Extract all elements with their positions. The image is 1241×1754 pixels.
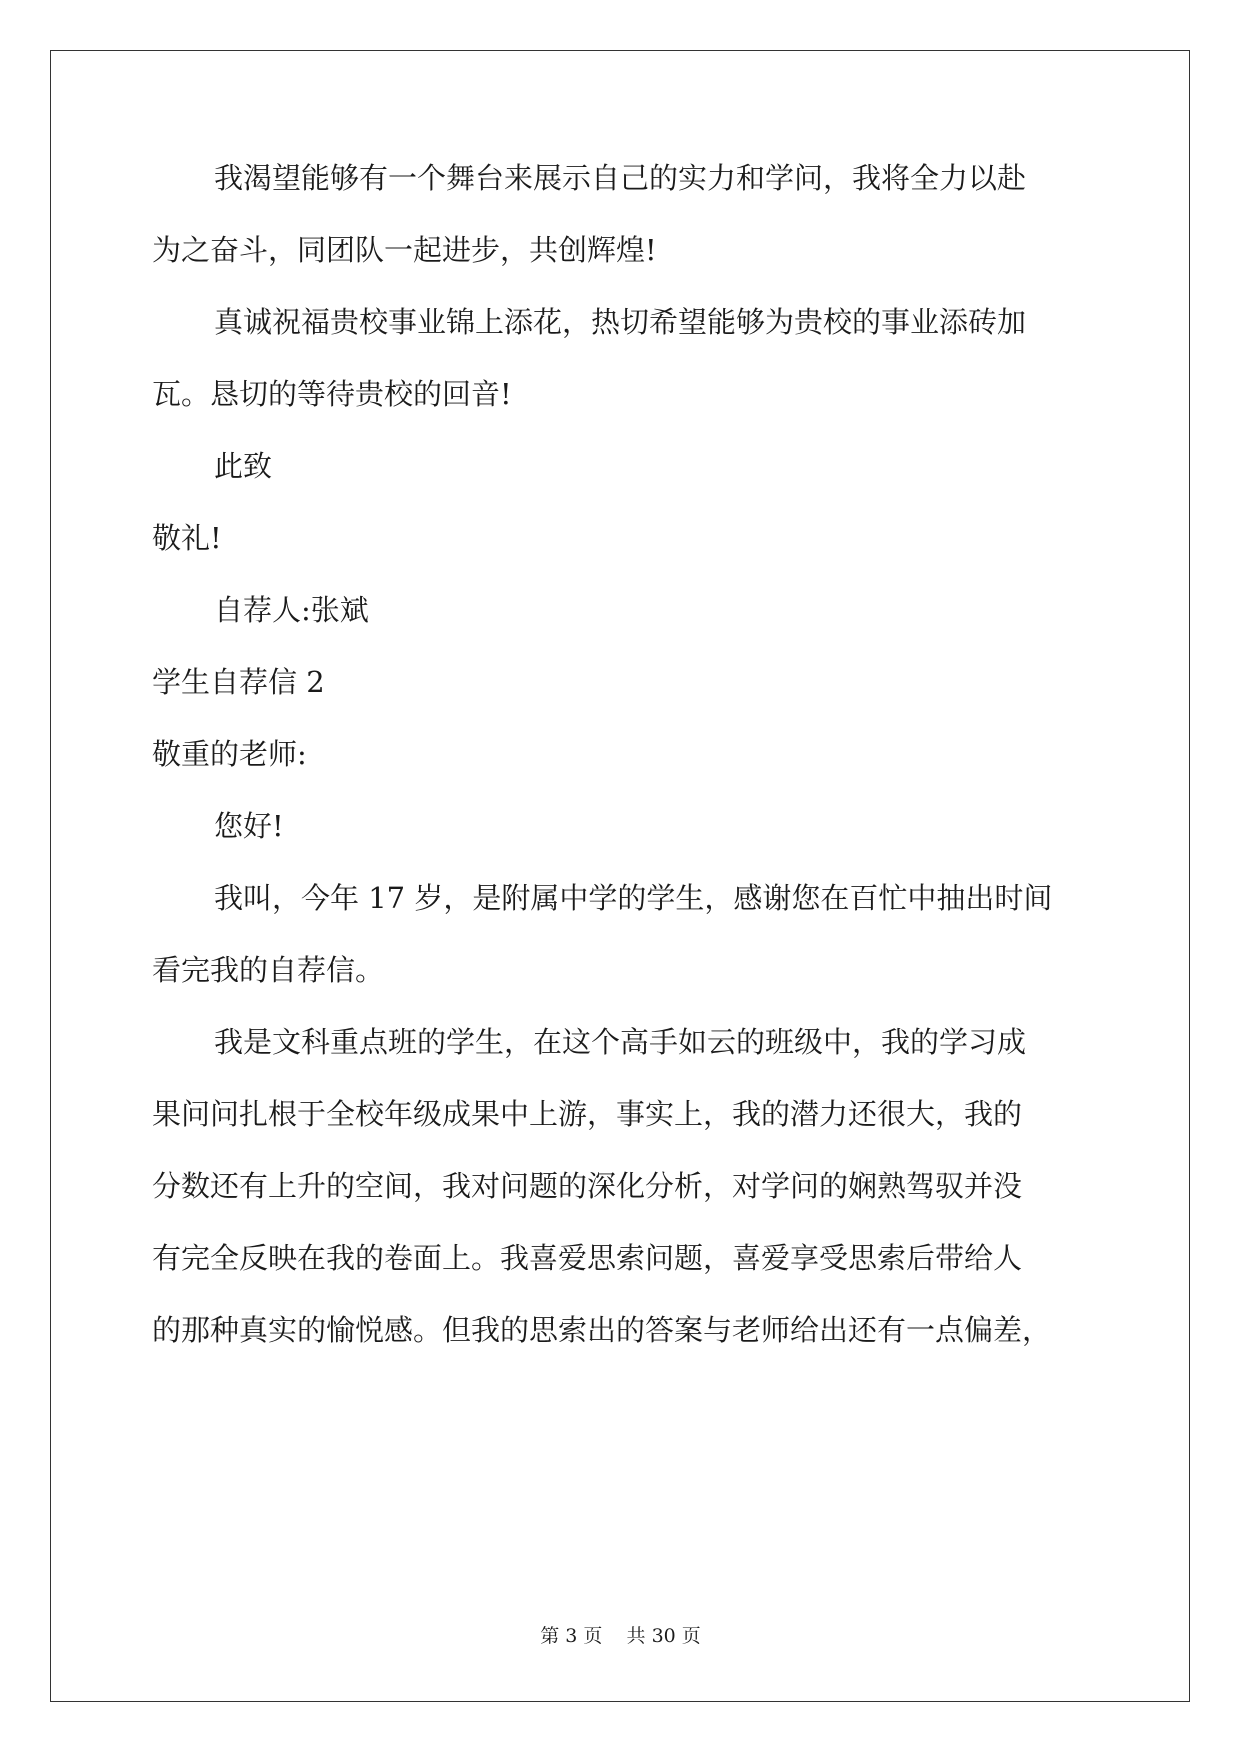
paragraph-line: 看完我的自荐信。	[152, 953, 385, 987]
salutation-line: 敬礼!	[152, 521, 222, 555]
page-number-footer: 第 3 页 共 30 页	[540, 1625, 701, 1647]
greeting-line: 敬重的老师:	[152, 737, 307, 771]
paragraph-line: 分数还有上升的空间，我对问题的深化分析，对学问的娴熟驾驭并没	[152, 1169, 1023, 1203]
closing-line: 此致	[214, 449, 273, 483]
page-border	[50, 50, 1190, 1702]
paragraph-line: 为之奋斗，同团队一起进步，共创辉煌!	[152, 233, 657, 267]
paragraph-line: 我渴望能够有一个舞台来展示自己的实力和学问，我将全力以赴	[214, 161, 1027, 195]
paragraph-line: 我叫，今年 17 岁，是附属中学的学生，感谢您在百忙中抽出时间	[214, 881, 1053, 915]
greeting-line: 您好!	[214, 809, 284, 843]
signature-line: 自荐人:张斌	[214, 593, 369, 627]
paragraph-line: 的那种真实的愉悦感。但我的思索出的答案与老师给出还有一点偏差，	[152, 1313, 1052, 1347]
paragraph-line: 瓦。恳切的等待贵校的回音!	[152, 377, 512, 411]
paragraph-line: 果问问扎根于全校年级成果中上游，事实上，我的潜力还很大，我的	[152, 1097, 1023, 1131]
paragraph-line: 真诚祝福贵校事业锦上添花，热切希望能够为贵校的事业添砖加	[214, 305, 1027, 339]
paragraph-line: 有完全反映在我的卷面上。我喜爱思索问题，喜爱享受思索后带给人	[152, 1241, 1023, 1275]
paragraph-line: 我是文科重点班的学生，在这个高手如云的班级中，我的学习成	[214, 1025, 1027, 1059]
section-title: 学生自荐信 2	[152, 665, 325, 699]
